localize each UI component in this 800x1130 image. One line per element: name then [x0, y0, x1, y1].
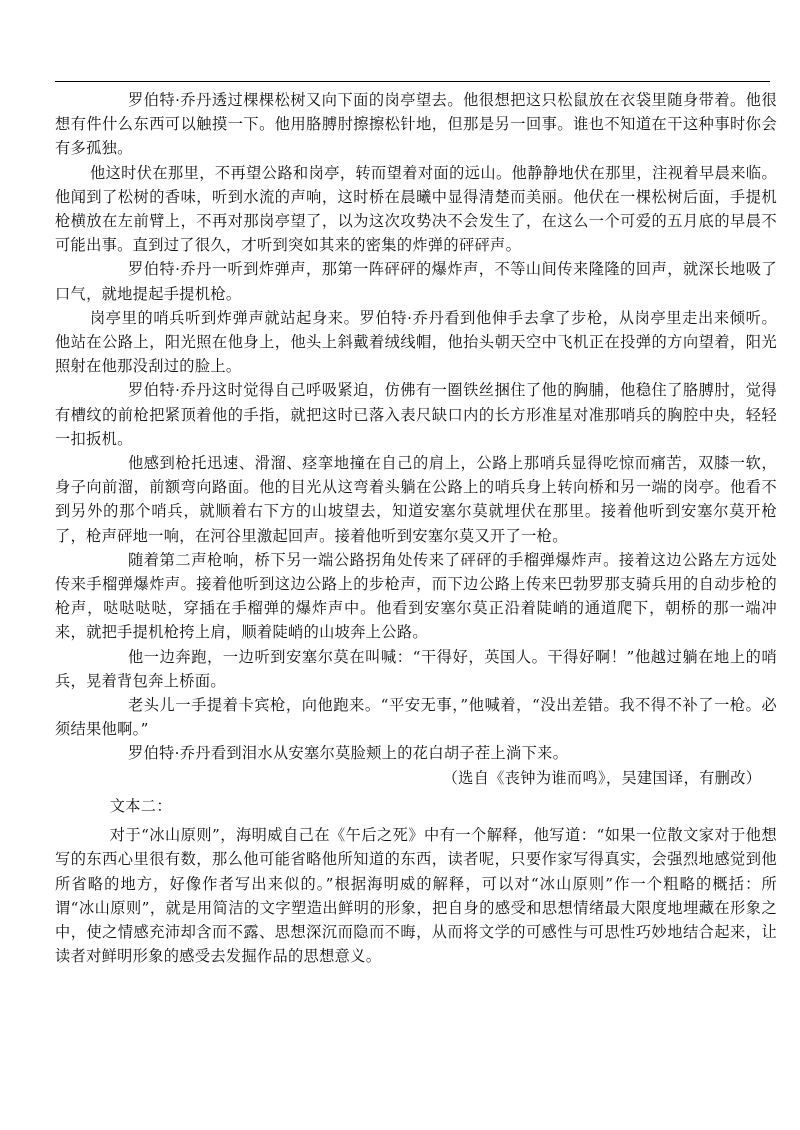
text1-paragraph-4: 岗亭里的哨兵听到炸弹声就站起身来。罗伯特·乔丹看到他伸手去拿了步枪，从岗亭里走出来倾听。他站在公路上，阳光照在他身上，他头上斜戴着绒线帽，他抬头朝天空中飞机正在投弹的方向望着，阳光照射在他那没刮过的脸上。: [55, 308, 777, 376]
text1-paragraph-8: 他一边奔跑，一边听到安塞尔莫在叫喊：“干得好，英国人。干得好啊！”他越过躺在地上的哨兵，晃着背包奔上桥面。: [55, 647, 777, 690]
text1-paragraph-3: 罗伯特·乔丹一听到炸弹声，那第一阵砰砰的爆炸声，不等山间传来隆隆的回声，就深长地吸了口气，就地提起手提机枪。: [55, 260, 777, 303]
top-rule: [55, 81, 770, 82]
text1-paragraph-9: 老头儿一手提着卡宾枪，向他跑来。“平安无事，”他喊着，“没出差错。我不得不补了一枪。必须结果他啊。”: [55, 696, 777, 739]
source-note: （选自《丧钟为谁而鸣》，吴建国译，有删改）: [442, 768, 762, 787]
text1-paragraph-10: 罗伯特·乔丹看到泪水从安塞尔莫脸颊上的花白胡子茬上淌下来。: [127, 744, 569, 763]
text1-paragraph-7: 随着第二声枪响，桥下另一端公路拐角处传来了砰砰的手榴弹爆炸声。接着这边公路左方远处传来手榴弹爆炸声。接着他听到这边公路上的步枪声，而下边公路上传来巴勃罗那支骑兵用的自动步枪的枪声，哒哒哒哒，穿插在手榴弹的爆炸声中。他看到安塞尔莫正沿着陡峭的通道爬下，朝桥的那一端冲来，就把手提机枪挎上肩，顺着陡峭的山坡奔上公路。: [55, 550, 777, 642]
document-body: [55, 88, 777, 968]
text1-paragraph-6: 他感到枪托迅速、滑溜、痉挛地撞在自己的肩上，公路上那哨兵显得吃惊而痛苦，双膝一软，身子向前溜，前额弯向路面。他的目光从这弯着头躺在公路上的哨兵身上转向桥和另一端的岗亭。他看不到另外的那个哨兵，就顺着右下方的山坡望去，知道安塞尔莫就埋伏在那里。接着他听到安塞尔莫开枪了，枪声砰地一响，在河谷里激起回声。接着他听到安塞尔莫又开了一枪。: [55, 454, 777, 545]
text2-label: 文本二：: [109, 796, 172, 815]
text1-paragraph-5: 罗伯特·乔丹这时觉得自己呼吸紧迫，仿佛有一圈铁丝捆住了他的胸脯，他稳住了胳膊肘，觉得有槽纹的前枪把紧顶着他的手指，就把这时已落入表尺缺口内的长方形准星对准那哨兵的胸腔中央，轻轻一扣扳机。: [55, 381, 777, 448]
text2-paragraph: 对于“冰山原则”，海明威自己在《午后之死》中有一个解释，他写道：“如果一位散文家对于他想写的东西心里很有数，那么他可能省略他所知道的东西，读者呢，只要作家写得真实，会强烈地感觉到他所省略的地方，好像作者写出来似的。”根据海明威的解释，可以对“冰山原则”作一个粗略的概括：所谓“冰山原则”，就是用简洁的文字塑造出鲜明的形象，把自身的感受和思想情绪最大限度地埋藏在形象之中，使之情感充沛却含而不露、思想深沉而隐而不晦，从而将文学的可感性与可思性巧妙地结合起来，让读者对鲜明形象的感受去发掘作品的思想意义。: [55, 826, 777, 966]
text1-paragraph-2: 他这时伏在那里，不再望公路和岗亭，转而望着对面的远山。他静静地伏在那里，注视着早晨来临。他闻到了松树的香味，听到水流的声响，这时桥在晨曦中显得清楚而美丽。他伏在一棵松树后面，手提机枪横放在左前臂上，不再对那岗亭望了，以为这次攻势决不会发生了，在这么一个可爱的五月底的早晨不可能出事。直到过了很久，才听到突如其来的密集的炸弹的砰砰声。: [55, 163, 777, 255]
text1-paragraph-1: 罗伯特·乔丹透过棵棵松树又向下面的岗亭望去。他很想把这只松鼠放在衣袋里随身带着。他很想有件什么东西可以触摸一下。他用胳膊肘擦擦松针地，但那是另一回事。谁也不知道在干这种事时你会有多孤独。: [55, 91, 777, 158]
